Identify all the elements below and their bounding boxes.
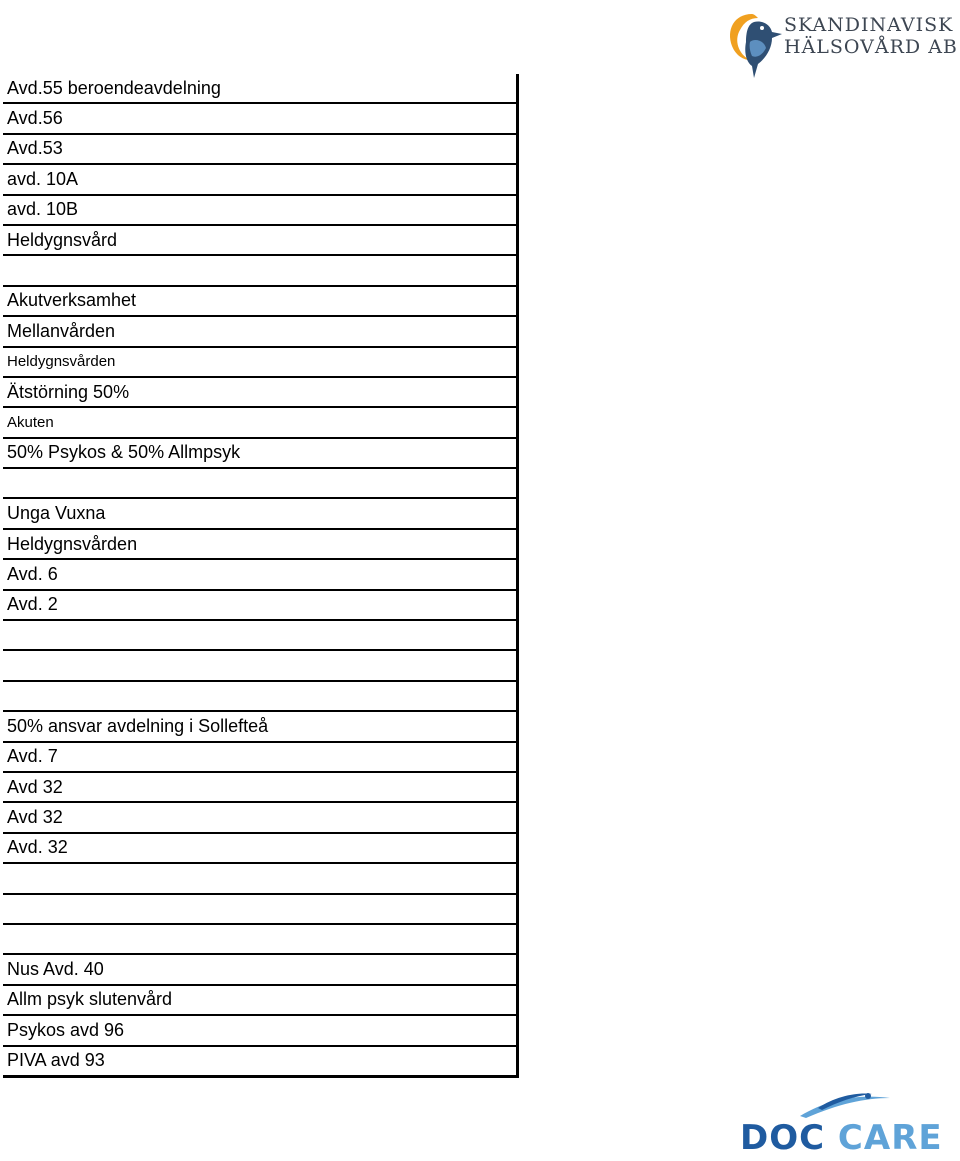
list-item xyxy=(3,621,516,651)
list-item: avd. 10A xyxy=(3,165,516,195)
list-item: Avd.56 xyxy=(3,104,516,134)
list-item: Allm psyk slutenvård xyxy=(3,986,516,1016)
skh-line1: SKANDINAVISK xyxy=(784,14,954,36)
list-item xyxy=(3,256,516,286)
list-item: Heldygnsvård xyxy=(3,226,516,256)
list-item: Avd 32 xyxy=(3,803,516,833)
list-item: Psykos avd 96 xyxy=(3,1016,516,1046)
list-item: PIVA avd 93 xyxy=(7,1050,105,1071)
swoosh-icon xyxy=(740,1088,945,1122)
list-item: Unga Vuxna xyxy=(3,499,516,529)
list-item: Heldygnsvården xyxy=(3,348,516,378)
doccare-word-care: CARE xyxy=(837,1118,943,1158)
list-item: avd. 10B xyxy=(3,196,516,226)
department-list xyxy=(3,74,519,1078)
list-item: Akuten xyxy=(3,408,516,438)
kingfisher-bird-icon xyxy=(724,8,784,82)
list-item: Ätstörning 50% xyxy=(3,378,516,408)
list-item: Akutverksamhet xyxy=(3,287,516,317)
list-item: Avd. 6 xyxy=(3,560,516,590)
list-item: Avd. 7 xyxy=(3,743,516,773)
list-item: Avd.53 xyxy=(3,135,516,165)
list-item xyxy=(3,469,516,499)
skh-wordmark xyxy=(784,14,958,58)
doccare-logo xyxy=(740,1088,945,1158)
list-item xyxy=(3,651,516,681)
list-item xyxy=(3,925,516,955)
list-item: Avd. 32 xyxy=(3,834,516,864)
list-item xyxy=(3,864,516,894)
list-item xyxy=(3,895,516,925)
list-item xyxy=(3,682,516,712)
skandinavisk-halsovard-logo xyxy=(724,8,956,82)
list-item: Mellanvården xyxy=(3,317,516,347)
list-item: Heldygnsvården xyxy=(3,530,516,560)
skh-line2: HÄLSOVÅRD AB xyxy=(784,36,958,58)
list-item: 50% Psykos & 50% Allmpsyk xyxy=(3,439,516,469)
doccare-word-doc: DOC xyxy=(740,1118,826,1158)
list-item: Avd.55 beroendeavdelning xyxy=(3,74,516,104)
doccare-wordmark xyxy=(740,1118,943,1158)
list-item: 50% ansvar avdelning i Sollefteå xyxy=(3,712,516,742)
list-item: Nus Avd. 40 xyxy=(3,955,516,985)
list-item: Avd. 2 xyxy=(3,591,516,621)
list-item: Avd 32 xyxy=(3,773,516,803)
